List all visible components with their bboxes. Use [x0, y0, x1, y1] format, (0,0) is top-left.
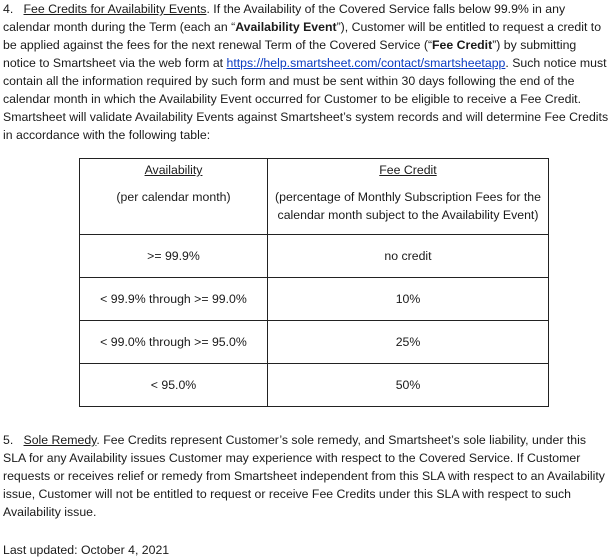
section-4-paragraph: [3, 0, 609, 144]
fee-credit-header-cell: [268, 159, 549, 235]
availability-cell: < 99.9% through >= 99.0%: [80, 278, 268, 321]
fee-credit-header: Fee Credit: [379, 163, 437, 177]
table-row: [80, 278, 549, 321]
availability-subheader: (per calendar month): [116, 190, 231, 204]
section-4-text-4: . Such notice must contain all the information required by such form and must be sent within 30 days following the end of the calendar month in which the Availability Event occurred for Customer to be eligible to receive a Fee Credit. Smartsheet will validate Availability Events against Smartsheet’s system records and will determine Fee Credits in accordance with the following table:: [3, 56, 609, 142]
availability-cell: >= 99.9%: [80, 235, 268, 278]
section-4-number: 4.: [3, 2, 14, 16]
section-4-heading: Fee Credits for Availability Events: [23, 2, 207, 16]
section-4-text-3: ”) by submitting notice to Smartsheet via the web form at: [3, 38, 577, 70]
table-row: [80, 364, 549, 407]
credit-cell: 25%: [268, 321, 549, 364]
section-4-text-2: ”), Customer will be entitled to request a credit to be applied against the fees for the next renewal Term of the Covered Service (“: [3, 20, 602, 52]
section-5-text: . Fee Credits represent Customer’s sole remedy, and Smartsheet’s sole liability, under this SLA for any Availability issues Customer may experience with respect to the Covered Service. If Customer requests or receives relief or remedy from Smartsheet independent from this SLA with respect to an Availability issue, Customer will not be entitled to request or receive Fee Credits under this SLA with respect to such Availability issue.: [3, 433, 605, 519]
section-5-number: 5.: [3, 433, 14, 447]
fee-credit-subheader: (percentage of Monthly Subscription Fees for the calendar month subject to the Availability Event): [275, 190, 541, 222]
last-updated-text: Last updated: October 4, 2021: [3, 543, 170, 557]
section-4-text-1: . If the Availability of the Covered Service falls below 99.9% in any calendar month during the Term (each an “: [3, 2, 566, 34]
fee-credit-term: Fee Credit: [432, 38, 493, 52]
credit-cell: 10%: [268, 278, 549, 321]
availability-header-cell: [80, 159, 268, 235]
table-row: [80, 321, 549, 364]
availability-event-term: Availability Event: [235, 20, 337, 34]
fee-credit-table: [79, 158, 549, 407]
availability-cell: < 95.0%: [80, 364, 268, 407]
credit-cell: 50%: [268, 364, 549, 407]
availability-cell: < 99.0% through >= 95.0%: [80, 321, 268, 364]
credit-cell: no credit: [268, 235, 549, 278]
table-row: [80, 235, 549, 278]
table-header-row: [80, 159, 549, 235]
availability-header: Availability: [144, 163, 203, 177]
contact-form-link[interactable]: https://help.smartsheet.com/contact/smartsheetapp: [226, 56, 506, 70]
section-5-heading: Sole Remedy: [23, 433, 97, 447]
section-5-paragraph: [3, 431, 609, 521]
